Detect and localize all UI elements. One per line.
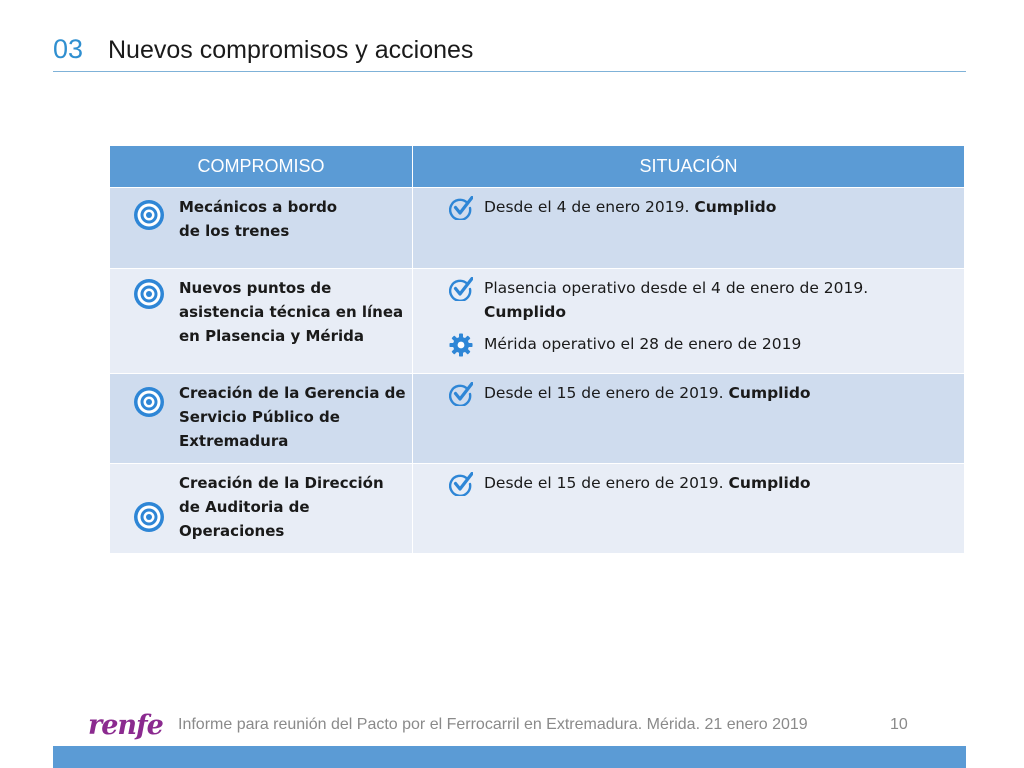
target-icon [132, 198, 166, 232]
table-header-row [110, 146, 965, 188]
gear-icon [449, 333, 473, 357]
situacion-item [449, 471, 954, 495]
compromiso-cell [110, 269, 413, 374]
target-icon [132, 500, 166, 534]
compromiso-cell [110, 464, 413, 554]
compromiso-line: Servicio Público de [179, 408, 340, 426]
compromiso-line: de Auditoria de [179, 498, 310, 516]
situacion-item [449, 195, 954, 219]
situacion-text: Plasencia operativo desde el 4 de enero de 2019. [484, 279, 869, 297]
footer-bar [53, 746, 966, 768]
status-label: Cumplido [728, 474, 811, 492]
situacion-cell [413, 464, 965, 554]
checkmark-icon [449, 382, 473, 406]
compromiso-line: de los trenes [179, 222, 290, 240]
compromiso-line: Mecánicos a bordo [179, 198, 338, 216]
situacion-item [449, 276, 954, 324]
compromiso-line: en Plasencia y Mérida [179, 327, 364, 345]
section-number: 03 [53, 34, 84, 64]
checkmark-icon [449, 196, 473, 220]
checkmark-icon [449, 472, 473, 496]
target-icon [132, 385, 166, 419]
compromiso-cell [110, 374, 413, 464]
situacion-cell [413, 188, 965, 269]
situacion-cell [413, 374, 965, 464]
checkmark-icon [449, 277, 473, 301]
target-icon [132, 277, 166, 311]
compromiso-line: Nuevos puntos de [179, 279, 332, 297]
compromiso-cell [110, 188, 413, 269]
table-row [110, 188, 965, 269]
page-number: 10 [890, 716, 908, 733]
footer-text: Informe para reunión del Pacto por el Ferrocarril en Extremadura. Mérida. 21 enero 2019 [178, 716, 808, 733]
compromiso-line: Creación de la Gerencia de [179, 384, 406, 402]
compromiso-line: Creación de la Dirección [179, 474, 384, 492]
column-header-compromiso: COMPROMISO [110, 146, 413, 188]
situacion-item [449, 381, 954, 405]
situacion-text: Mérida operativo el 28 de enero de 2019 [484, 335, 802, 353]
situacion-text: Desde el 15 de enero de 2019. [484, 384, 724, 402]
compromiso-line: Operaciones [179, 522, 285, 540]
table-row [110, 374, 965, 464]
status-label: Cumplido [484, 303, 567, 321]
table-row [110, 464, 965, 554]
title-divider [53, 71, 966, 72]
compromiso-line: asistencia técnica en línea [179, 303, 404, 321]
column-header-situacion: SITUACIÓN [413, 146, 965, 188]
situacion-text: Desde el 15 de enero de 2019. [484, 474, 724, 492]
situacion-text: Desde el 4 de enero 2019. [484, 198, 690, 216]
renfe-logo: renfe [88, 710, 163, 741]
status-label: Cumplido [728, 384, 811, 402]
situacion-item [449, 332, 954, 356]
situacion-cell [413, 269, 965, 374]
page-title: Nuevos compromisos y acciones [108, 36, 474, 64]
table-row [110, 269, 965, 374]
status-label: Cumplido [694, 198, 777, 216]
commitments-table [109, 145, 965, 554]
compromiso-line: Extremadura [179, 432, 289, 450]
